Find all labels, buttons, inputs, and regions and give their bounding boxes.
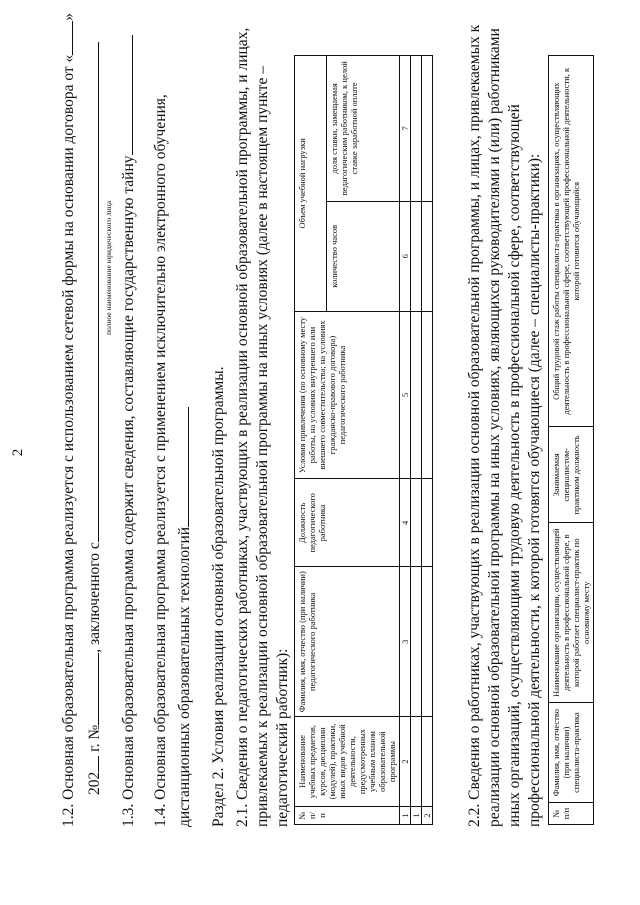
contract-number-blank: [84, 653, 99, 725]
table1-row-number: 2: [422, 807, 433, 825]
table2-header-number: № п/п: [549, 803, 594, 825]
page-number: 2: [10, 448, 26, 457]
section-2-2-line-1: 2.2. Сведения о работниках, участвующих в реализации основной образовательной программы, и лицах, привлекаемых к: [466, 24, 483, 827]
table2-header-organization: Наименование организации, осуществляющей деятельность в профессиональной сфере, в которой работает специалист-практик по основному месту: [549, 523, 594, 703]
section-1-2-line-1: [58, 13, 78, 827]
section-2-2-line-4: профессиональной деятельности, к которой готовятся обучающиеся (далее – специалисты-практики):: [526, 153, 543, 827]
table-cell: [411, 567, 422, 717]
section-2-2-line-3: иных организаций, осуществляющими трудовую деятельность в профессиональной сфере, соответствующей: [506, 104, 523, 827]
table-cell: [411, 479, 422, 567]
section-1-4-line-2: [174, 407, 194, 827]
distance-blank: [174, 407, 189, 527]
table2-header-experience: Общий трудовой стаж работы специалиста-практика в организациях, осуществляющих деятельность в профессиональной сфере, соответствующей профессиональной деятельности, к которой готовится обучающийся: [549, 56, 594, 427]
table1-header-position: Должность педагогического работника: [295, 479, 400, 567]
section-2-1-line-1: 2.1. Сведения о педагогических работниках, участвующих в реализации основной образовательной программы, и лицах,: [234, 27, 251, 827]
table1-column-numbers: [400, 56, 411, 825]
table2-header-name: Фамилия, имя, отчество (при наличии) специалиста-практика: [549, 703, 594, 803]
table1-header-number: № п/п: [295, 807, 400, 825]
quote-close: »: [60, 12, 77, 21]
table1-colnum: 7: [400, 56, 411, 202]
table1-colnum: 5: [400, 311, 411, 479]
table-cell: [422, 479, 433, 567]
section-1-4-line-1: 1.4. Основная образовательная программа реализуется с применением исключительно электронного обучения,: [152, 94, 169, 827]
table-cell: [411, 717, 422, 807]
table-cell: [411, 201, 422, 311]
legal-entity-caption: полное наименование юридического лица: [104, 200, 113, 335]
specialist-practitioners-table: [548, 55, 594, 825]
section-1-3-text: 1.3. Основная образовательная программа содержит сведения, составляющие государственную тайну: [120, 155, 137, 827]
table-row: [411, 56, 422, 825]
date-blank: [58, 21, 73, 55]
section-2-title: Раздел 2. Условия реализации основной образовательной программы.: [210, 366, 227, 827]
table1-header-hours: количество часов: [326, 201, 400, 311]
table1-header-conditions: Условия привлечения (по основному месту работы, на условиях внутреннего или внешнего совместительства; на условиях гражданско-правового договора) педагогического работника: [295, 311, 400, 479]
table1-colnum: 2: [400, 717, 411, 807]
concluded-with-label: , заключенного с: [86, 542, 103, 653]
table-cell: [422, 56, 433, 202]
table-cell: [422, 201, 433, 311]
table-cell: [422, 311, 433, 479]
section-2-2-line-2: реализации основной образовательной программы на иных условиях, являющихся руководителями и (или) работниками: [486, 28, 503, 827]
section-1-3: [118, 35, 138, 827]
section-1-4-text: дистанционных образовательных технологий: [176, 526, 193, 827]
table1-header-row-1: [295, 56, 327, 825]
table1-header-subjects: Наименование учебных предметов, курсов, дисциплин (модулей), практики, иных видов учебной деятельности, предусмотренных учебным планом образовательной программы: [295, 717, 400, 807]
number-label: г. №: [86, 724, 103, 752]
table1-header-workload: Объем учебной нагрузки: [295, 56, 327, 312]
table-row: [422, 56, 433, 825]
table-cell: [422, 717, 433, 807]
section-2-1-line-3: педагогический работник):: [274, 648, 291, 827]
table1-colnum: 3: [400, 567, 411, 717]
table1-header-rate: доля ставки, замещаемая педагогическим работником, к целой ставке заработной оплате: [326, 56, 400, 202]
year-blank: [84, 756, 99, 772]
table1-colnum: 1: [400, 807, 411, 825]
table1-colnum: 6: [400, 201, 411, 311]
legal-entity-blank: [84, 42, 99, 542]
table-cell: [422, 567, 433, 717]
table2-header-position: Занимаемая специалистом-практиком должность: [549, 427, 594, 523]
section-1-2-text: 1.2. Основная образовательная программа реализуется с использованием сетевой формы на основании договора от «: [60, 54, 77, 827]
section-1-2-line-2: [84, 42, 104, 795]
table-cell: [411, 311, 422, 479]
year-label: 202: [86, 771, 103, 795]
table1-colnum: 4: [400, 479, 411, 567]
table2-header-row: [549, 56, 594, 825]
table1-row-number: 1: [411, 807, 422, 825]
table1-header-name: Фамилия, имя, отчество (при наличии) педагогического работника: [295, 567, 400, 717]
pedagogical-staff-table: [294, 55, 433, 825]
table-cell: [411, 56, 422, 202]
secret-blank: [118, 35, 133, 155]
section-2-1-line-2: привлекаемых к реализации основной образовательной программы на иных условиях (далее в настоящем пункте –: [254, 65, 271, 827]
